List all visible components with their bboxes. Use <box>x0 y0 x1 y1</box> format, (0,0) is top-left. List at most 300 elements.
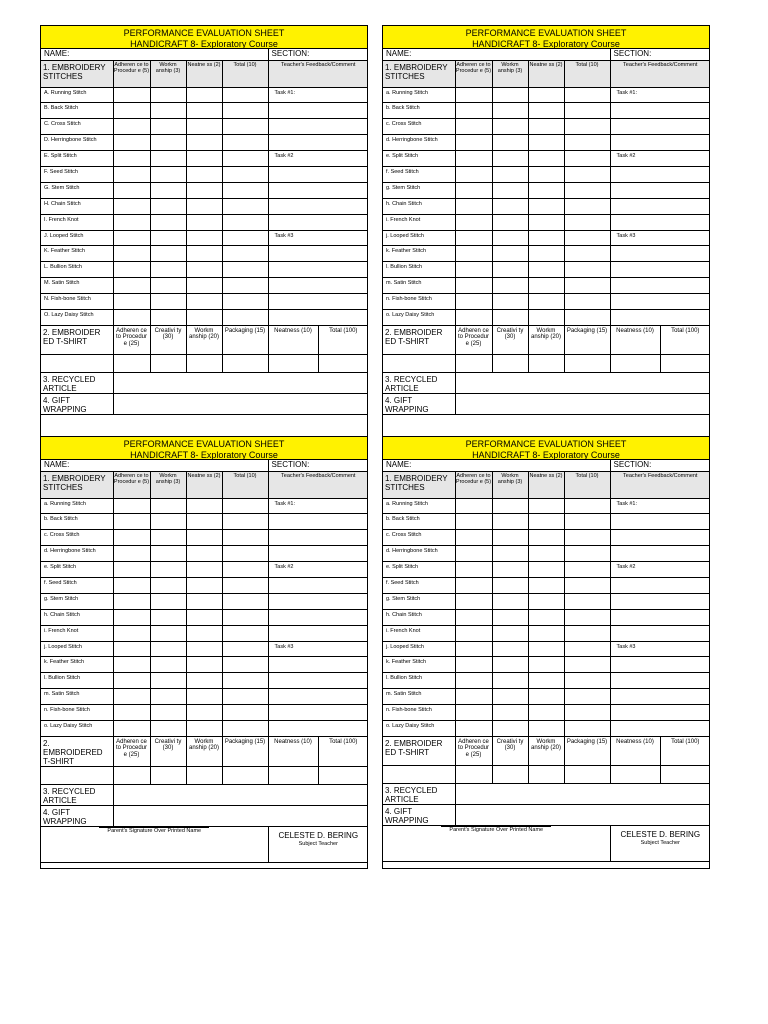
score-cell[interactable] <box>150 230 186 246</box>
score-cell[interactable] <box>455 87 492 103</box>
feedback-cell[interactable] <box>610 609 710 625</box>
score-cell[interactable] <box>528 765 564 783</box>
feedback-cell[interactable] <box>610 198 710 214</box>
feedback-cell[interactable] <box>610 657 710 673</box>
score-cell[interactable] <box>455 546 492 562</box>
score-cell[interactable] <box>455 530 492 546</box>
feedback-cell[interactable] <box>610 720 710 736</box>
feedback-cell[interactable] <box>610 673 710 689</box>
score-cell[interactable] <box>564 577 610 593</box>
score-cell[interactable] <box>455 135 492 151</box>
score-cell[interactable] <box>150 246 186 262</box>
score-cell[interactable] <box>564 198 610 214</box>
score-cell[interactable] <box>222 657 268 673</box>
feedback-cell[interactable] <box>610 278 710 294</box>
recycled-score-cell[interactable] <box>113 372 368 393</box>
score-cell[interactable] <box>528 720 564 736</box>
score-cell[interactable] <box>150 294 186 310</box>
score-cell[interactable] <box>455 354 492 372</box>
score-cell[interactable] <box>150 354 186 372</box>
feedback-cell[interactable] <box>268 198 368 214</box>
score-cell[interactable] <box>186 294 222 310</box>
score-cell[interactable] <box>492 135 528 151</box>
score-cell[interactable] <box>492 87 528 103</box>
score-cell[interactable] <box>222 689 268 705</box>
feedback-cell[interactable] <box>610 246 710 262</box>
score-cell[interactable] <box>186 673 222 689</box>
score-cell[interactable] <box>222 562 268 578</box>
feedback-cell[interactable] <box>610 182 710 198</box>
score-cell[interactable] <box>455 673 492 689</box>
feedback-cell[interactable] <box>610 262 710 278</box>
score-cell[interactable] <box>318 354 368 372</box>
feedback-cell[interactable] <box>610 593 710 609</box>
score-cell[interactable] <box>492 593 528 609</box>
score-cell[interactable] <box>150 182 186 198</box>
score-cell[interactable] <box>564 262 610 278</box>
score-cell[interactable] <box>113 673 150 689</box>
score-cell[interactable] <box>455 309 492 325</box>
score-cell[interactable] <box>222 593 268 609</box>
score-cell[interactable] <box>492 720 528 736</box>
score-cell[interactable] <box>564 309 610 325</box>
feedback-cell[interactable] <box>610 705 710 721</box>
score-cell[interactable] <box>222 766 268 784</box>
score-cell[interactable] <box>528 498 564 514</box>
score-cell[interactable] <box>492 166 528 182</box>
score-cell[interactable] <box>113 262 150 278</box>
score-cell[interactable] <box>222 609 268 625</box>
score-cell[interactable] <box>268 354 318 372</box>
score-cell[interactable] <box>150 546 186 562</box>
score-cell[interactable] <box>318 766 368 784</box>
score-cell[interactable] <box>113 720 150 736</box>
score-cell[interactable] <box>150 689 186 705</box>
score-cell[interactable] <box>455 119 492 135</box>
score-cell[interactable] <box>186 689 222 705</box>
score-cell[interactable] <box>150 625 186 641</box>
feedback-cell[interactable] <box>610 135 710 151</box>
score-cell[interactable] <box>150 577 186 593</box>
score-cell[interactable] <box>222 309 268 325</box>
score-cell[interactable] <box>564 530 610 546</box>
score-cell[interactable] <box>564 151 610 167</box>
score-cell[interactable] <box>492 198 528 214</box>
score-cell[interactable] <box>564 609 610 625</box>
score-cell[interactable] <box>528 230 564 246</box>
score-cell[interactable] <box>455 625 492 641</box>
score-cell[interactable] <box>222 577 268 593</box>
score-cell[interactable] <box>222 530 268 546</box>
score-cell[interactable] <box>222 262 268 278</box>
score-cell[interactable] <box>455 720 492 736</box>
score-cell[interactable] <box>113 766 150 784</box>
score-cell[interactable] <box>528 294 564 310</box>
score-cell[interactable] <box>528 103 564 119</box>
score-cell[interactable] <box>113 309 150 325</box>
score-cell[interactable] <box>186 309 222 325</box>
score-cell[interactable] <box>222 103 268 119</box>
feedback-cell[interactable] <box>610 514 710 530</box>
score-cell[interactable] <box>222 354 268 372</box>
score-cell[interactable] <box>528 278 564 294</box>
feedback-cell[interactable] <box>268 214 368 230</box>
score-cell[interactable] <box>564 641 610 657</box>
score-cell[interactable] <box>564 546 610 562</box>
feedback-cell[interactable] <box>610 546 710 562</box>
score-cell[interactable] <box>492 546 528 562</box>
score-cell[interactable] <box>492 103 528 119</box>
score-cell[interactable] <box>492 214 528 230</box>
score-cell[interactable] <box>492 641 528 657</box>
score-cell[interactable] <box>455 182 492 198</box>
score-cell[interactable] <box>528 214 564 230</box>
score-cell[interactable] <box>564 354 610 372</box>
score-cell[interactable] <box>528 87 564 103</box>
score-cell[interactable] <box>186 641 222 657</box>
score-cell[interactable] <box>528 309 564 325</box>
score-cell[interactable] <box>150 103 186 119</box>
score-cell[interactable] <box>186 182 222 198</box>
score-cell[interactable] <box>455 166 492 182</box>
feedback-cell[interactable] <box>268 514 368 530</box>
feedback-cell[interactable] <box>610 689 710 705</box>
score-cell[interactable] <box>150 87 186 103</box>
score-cell[interactable] <box>564 294 610 310</box>
score-cell[interactable] <box>455 657 492 673</box>
score-cell[interactable] <box>564 119 610 135</box>
score-cell[interactable] <box>492 309 528 325</box>
score-cell[interactable] <box>492 577 528 593</box>
score-cell[interactable] <box>113 577 150 593</box>
feedback-cell[interactable] <box>268 577 368 593</box>
recycled-score-cell[interactable] <box>113 784 368 805</box>
score-cell[interactable] <box>492 354 528 372</box>
score-cell[interactable] <box>186 720 222 736</box>
score-cell[interactable] <box>150 593 186 609</box>
feedback-cell[interactable] <box>610 119 710 135</box>
score-cell[interactable] <box>455 514 492 530</box>
score-cell[interactable] <box>610 354 660 372</box>
feedback-cell[interactable] <box>610 214 710 230</box>
score-cell[interactable] <box>564 720 610 736</box>
score-cell[interactable] <box>528 135 564 151</box>
score-cell[interactable] <box>150 151 186 167</box>
score-cell[interactable] <box>528 609 564 625</box>
score-cell[interactable] <box>222 278 268 294</box>
score-cell[interactable] <box>186 103 222 119</box>
parent-signature-area[interactable] <box>41 826 268 862</box>
score-cell[interactable] <box>528 593 564 609</box>
score-cell[interactable] <box>150 562 186 578</box>
score-cell[interactable] <box>492 514 528 530</box>
score-cell[interactable] <box>150 766 186 784</box>
score-cell[interactable] <box>455 609 492 625</box>
score-cell[interactable] <box>150 214 186 230</box>
feedback-cell[interactable] <box>610 577 710 593</box>
section-field[interactable]: SECTION: <box>610 460 710 471</box>
feedback-cell[interactable] <box>268 625 368 641</box>
score-cell[interactable] <box>528 514 564 530</box>
feedback-cell[interactable] <box>610 309 710 325</box>
score-cell[interactable] <box>528 577 564 593</box>
score-cell[interactable] <box>455 689 492 705</box>
score-cell[interactable] <box>113 657 150 673</box>
score-cell[interactable] <box>113 214 150 230</box>
score-cell[interactable] <box>186 705 222 721</box>
section-field[interactable]: SECTION: <box>610 49 710 60</box>
score-cell[interactable] <box>150 530 186 546</box>
score-cell[interactable] <box>113 705 150 721</box>
score-cell[interactable] <box>564 625 610 641</box>
score-cell[interactable] <box>186 625 222 641</box>
score-cell[interactable] <box>564 230 610 246</box>
gift-score-cell[interactable] <box>113 393 368 414</box>
score-cell[interactable] <box>113 641 150 657</box>
recycled-score-cell[interactable] <box>455 783 710 804</box>
score-cell[interactable] <box>564 673 610 689</box>
score-cell[interactable] <box>492 246 528 262</box>
gift-score-cell[interactable] <box>113 805 368 826</box>
feedback-cell[interactable] <box>610 625 710 641</box>
score-cell[interactable] <box>492 705 528 721</box>
score-cell[interactable] <box>455 641 492 657</box>
score-cell[interactable] <box>492 609 528 625</box>
score-cell[interactable] <box>150 705 186 721</box>
score-cell[interactable] <box>492 294 528 310</box>
score-cell[interactable] <box>492 262 528 278</box>
score-cell[interactable] <box>455 230 492 246</box>
score-cell[interactable] <box>113 354 150 372</box>
score-cell[interactable] <box>528 198 564 214</box>
score-cell[interactable] <box>528 657 564 673</box>
name-field[interactable]: NAME: <box>383 49 610 60</box>
name-field[interactable]: NAME: <box>383 460 610 471</box>
feedback-cell[interactable] <box>268 182 368 198</box>
score-cell[interactable] <box>113 689 150 705</box>
name-field[interactable]: NAME: <box>41 460 268 471</box>
score-cell[interactable] <box>222 514 268 530</box>
score-cell[interactable] <box>222 498 268 514</box>
feedback-cell[interactable] <box>610 166 710 182</box>
score-cell[interactable] <box>186 593 222 609</box>
score-cell[interactable] <box>222 119 268 135</box>
score-cell[interactable] <box>564 514 610 530</box>
score-cell[interactable] <box>113 278 150 294</box>
score-cell[interactable] <box>455 705 492 721</box>
feedback-cell[interactable] <box>268 673 368 689</box>
score-cell[interactable] <box>268 766 318 784</box>
score-cell[interactable] <box>113 103 150 119</box>
score-cell[interactable] <box>492 119 528 135</box>
score-cell[interactable] <box>150 135 186 151</box>
score-cell[interactable] <box>186 214 222 230</box>
score-cell[interactable] <box>455 562 492 578</box>
feedback-cell[interactable] <box>268 262 368 278</box>
score-cell[interactable] <box>186 230 222 246</box>
score-cell[interactable] <box>113 119 150 135</box>
score-cell[interactable] <box>455 498 492 514</box>
score-cell[interactable] <box>186 262 222 278</box>
score-cell[interactable] <box>186 246 222 262</box>
score-cell[interactable] <box>564 214 610 230</box>
score-cell[interactable] <box>492 530 528 546</box>
score-cell[interactable] <box>186 135 222 151</box>
feedback-cell[interactable] <box>610 103 710 119</box>
score-cell[interactable] <box>222 87 268 103</box>
score-cell[interactable] <box>222 135 268 151</box>
score-cell[interactable] <box>186 766 222 784</box>
feedback-cell[interactable] <box>268 119 368 135</box>
score-cell[interactable] <box>528 530 564 546</box>
score-cell[interactable] <box>150 498 186 514</box>
score-cell[interactable] <box>186 278 222 294</box>
score-cell[interactable] <box>528 625 564 641</box>
score-cell[interactable] <box>113 87 150 103</box>
name-field[interactable]: NAME: <box>41 49 268 60</box>
score-cell[interactable] <box>564 87 610 103</box>
score-cell[interactable] <box>150 720 186 736</box>
score-cell[interactable] <box>186 562 222 578</box>
score-cell[interactable] <box>455 278 492 294</box>
score-cell[interactable] <box>222 230 268 246</box>
score-cell[interactable] <box>610 765 660 783</box>
score-cell[interactable] <box>528 705 564 721</box>
score-cell[interactable] <box>564 657 610 673</box>
score-cell[interactable] <box>455 214 492 230</box>
score-cell[interactable] <box>186 577 222 593</box>
score-cell[interactable] <box>113 514 150 530</box>
score-cell[interactable] <box>222 641 268 657</box>
score-cell[interactable] <box>222 720 268 736</box>
score-cell[interactable] <box>186 609 222 625</box>
parent-signature-area[interactable] <box>383 825 610 861</box>
feedback-cell[interactable] <box>268 546 368 562</box>
score-cell[interactable] <box>186 151 222 167</box>
score-cell[interactable] <box>455 593 492 609</box>
score-cell[interactable] <box>113 246 150 262</box>
feedback-cell[interactable] <box>268 246 368 262</box>
score-cell[interactable] <box>113 530 150 546</box>
score-cell[interactable] <box>528 151 564 167</box>
score-cell[interactable] <box>186 530 222 546</box>
score-cell[interactable] <box>492 151 528 167</box>
score-cell[interactable] <box>222 198 268 214</box>
score-cell[interactable] <box>186 354 222 372</box>
score-cell[interactable] <box>150 166 186 182</box>
score-cell[interactable] <box>564 562 610 578</box>
score-cell[interactable] <box>150 641 186 657</box>
score-cell[interactable] <box>455 103 492 119</box>
score-cell[interactable] <box>528 641 564 657</box>
feedback-cell[interactable] <box>268 530 368 546</box>
score-cell[interactable] <box>528 354 564 372</box>
feedback-cell[interactable] <box>268 294 368 310</box>
score-cell[interactable] <box>528 262 564 278</box>
score-cell[interactable] <box>113 562 150 578</box>
score-cell[interactable] <box>113 198 150 214</box>
score-cell[interactable] <box>150 609 186 625</box>
feedback-cell[interactable] <box>610 530 710 546</box>
score-cell[interactable] <box>660 354 710 372</box>
score-cell[interactable] <box>455 577 492 593</box>
score-cell[interactable] <box>222 151 268 167</box>
score-cell[interactable] <box>455 294 492 310</box>
score-cell[interactable] <box>150 262 186 278</box>
score-cell[interactable] <box>492 673 528 689</box>
score-cell[interactable] <box>564 498 610 514</box>
score-cell[interactable] <box>492 278 528 294</box>
feedback-cell[interactable] <box>268 689 368 705</box>
score-cell[interactable] <box>528 546 564 562</box>
score-cell[interactable] <box>564 103 610 119</box>
score-cell[interactable] <box>186 546 222 562</box>
feedback-cell[interactable] <box>268 720 368 736</box>
score-cell[interactable] <box>455 246 492 262</box>
feedback-cell[interactable] <box>268 309 368 325</box>
score-cell[interactable] <box>564 593 610 609</box>
score-cell[interactable] <box>113 546 150 562</box>
score-cell[interactable] <box>222 546 268 562</box>
section-field[interactable]: SECTION: <box>268 460 368 471</box>
score-cell[interactable] <box>150 309 186 325</box>
score-cell[interactable] <box>564 166 610 182</box>
score-cell[interactable] <box>113 593 150 609</box>
score-cell[interactable] <box>113 609 150 625</box>
score-cell[interactable] <box>492 182 528 198</box>
score-cell[interactable] <box>492 498 528 514</box>
score-cell[interactable] <box>222 294 268 310</box>
score-cell[interactable] <box>528 166 564 182</box>
score-cell[interactable] <box>455 765 492 783</box>
feedback-cell[interactable] <box>268 657 368 673</box>
score-cell[interactable] <box>150 673 186 689</box>
score-cell[interactable] <box>113 230 150 246</box>
gift-score-cell[interactable] <box>455 804 710 825</box>
feedback-cell[interactable] <box>268 705 368 721</box>
score-cell[interactable] <box>492 689 528 705</box>
score-cell[interactable] <box>222 625 268 641</box>
score-cell[interactable] <box>150 514 186 530</box>
score-cell[interactable] <box>113 294 150 310</box>
score-cell[interactable] <box>113 151 150 167</box>
score-cell[interactable] <box>186 498 222 514</box>
score-cell[interactable] <box>186 119 222 135</box>
score-cell[interactable] <box>528 182 564 198</box>
score-cell[interactable] <box>564 689 610 705</box>
score-cell[interactable] <box>150 119 186 135</box>
feedback-cell[interactable] <box>268 166 368 182</box>
feedback-cell[interactable] <box>268 593 368 609</box>
score-cell[interactable] <box>660 765 710 783</box>
score-cell[interactable] <box>222 166 268 182</box>
feedback-cell[interactable] <box>268 135 368 151</box>
score-cell[interactable] <box>186 198 222 214</box>
score-cell[interactable] <box>564 182 610 198</box>
recycled-score-cell[interactable] <box>455 372 710 393</box>
score-cell[interactable] <box>492 657 528 673</box>
score-cell[interactable] <box>222 182 268 198</box>
score-cell[interactable] <box>564 246 610 262</box>
score-cell[interactable] <box>455 262 492 278</box>
feedback-cell[interactable] <box>610 294 710 310</box>
score-cell[interactable] <box>113 135 150 151</box>
score-cell[interactable] <box>222 214 268 230</box>
section-field[interactable]: SECTION: <box>268 49 368 60</box>
score-cell[interactable] <box>528 246 564 262</box>
feedback-cell[interactable] <box>268 103 368 119</box>
score-cell[interactable] <box>528 673 564 689</box>
